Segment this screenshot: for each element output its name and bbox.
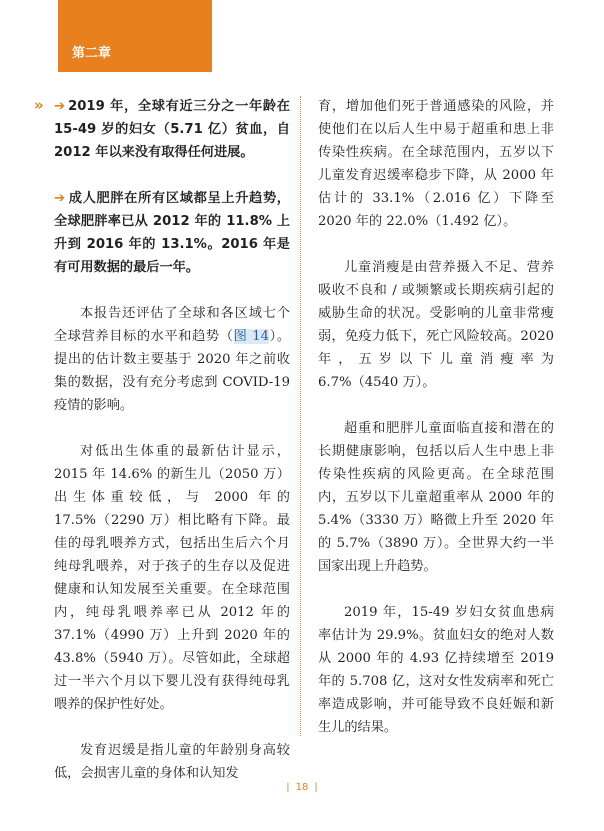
paragraph-targets: 本报告还评估了全球和各区域七个全球营养目标的水平和趋势（图 14）。提出的估计数主要基于 2020 年之前收集的数据，没有充分考虑到 COVID-19 疫情的影响。 — [54, 306, 291, 413]
paragraph-overweight: 超重和肥胖儿童面临直接和潜在的长期健康影响，包括以后人生中患上非传染性疾病的风险更高。在全球范围内，五岁以下儿童超重率从 2000 年的 5.4%（3330 万）略微上升至 2020 年的 5.7%（3890 万）。全世界大约一半国家出现上升趋势。 — [318, 421, 554, 574]
page-number: 18 — [295, 782, 309, 793]
paragraph-birthweight: 对低出生体重的最新估计显示，2015 年 14.6% 的新生儿（2050 万）出生体重较低，与 2000 年的 17.5%（2290 万）相比略有下降。最佳的母乳喂养方式，包括出生后六个月纯母乳喂养，对于孩子的生存以及促进健康和认知发展至关重要。在全球范围内，纯母乳喂养率已从 2012 年的 37.1%（4990 万）上升到 2020 年的 43.8%（5940 万）。尽管如此，全球超过一半六个月以下婴儿没有获得纯母乳喂养的保护性好处。 — [54, 444, 290, 712]
chevron-right-icon: » — [34, 96, 44, 114]
column-divider — [300, 96, 301, 736]
arrow-right-icon: ➔ — [54, 191, 66, 206]
figure-link[interactable]: 图 14 — [233, 329, 269, 344]
chapter-label: 第二章 — [72, 46, 112, 61]
right-column — [318, 95, 554, 739]
page-footer: | 18 | — [286, 782, 318, 793]
arrow-right-icon: ➔ — [54, 99, 66, 114]
paragraph-stunting-cont: 育，增加他们死于普通感染的风险，并使他们在以后人生中易于超重和患上非传染性疾病。在全球范围内，五岁以下儿童发育迟缓率稳步下降，从 2000 年估计的 33.1%（2.016 亿）下降至 2020 年的 22.0%（1.492 亿）。 — [318, 99, 554, 229]
paragraph-wasting: 儿童消瘦是由营养摄入不足、营养吸收不良和 / 或频繁或长期疾病引起的威胁生命的状况。受影响的儿童非常瘦弱，免疫力低下，死亡风险较高。2020 年，五岁以下儿童消瘦率为 6.7%（4540 万）。 — [318, 260, 554, 390]
key-point-obesity: ➔ 成人肥胖在所有区域都呈上升趋势，全球肥胖率已从 2012 年的 11.8% 上升到 2016 年的 13.1%。2016 年是有可用数据的最后一年。 — [54, 191, 290, 275]
paragraph-anemia: 2019 年，15-49 岁妇女贫血患病率估计为 29.9%。贫血妇女的绝对人数从 2000 年的 4.93 亿持续增至 2019 年的 5.708 亿，这对女性发病率和死亡率造成影响，并可能导致不良妊娠和新生儿的结果。 — [318, 605, 554, 735]
paragraph-stunting-start: 发育迟缓是指儿童的年龄别身高较低，会损害儿童的身体和认知发 — [54, 743, 290, 781]
left-column — [54, 95, 290, 785]
chapter-tab — [58, 0, 212, 72]
key-point-anemia: ➔ 2019 年，全球有近三分之一年龄在 15-49 岁的妇女（5.71 亿）贫血，自 2012 年以来没有取得任何进展。 — [54, 99, 290, 160]
